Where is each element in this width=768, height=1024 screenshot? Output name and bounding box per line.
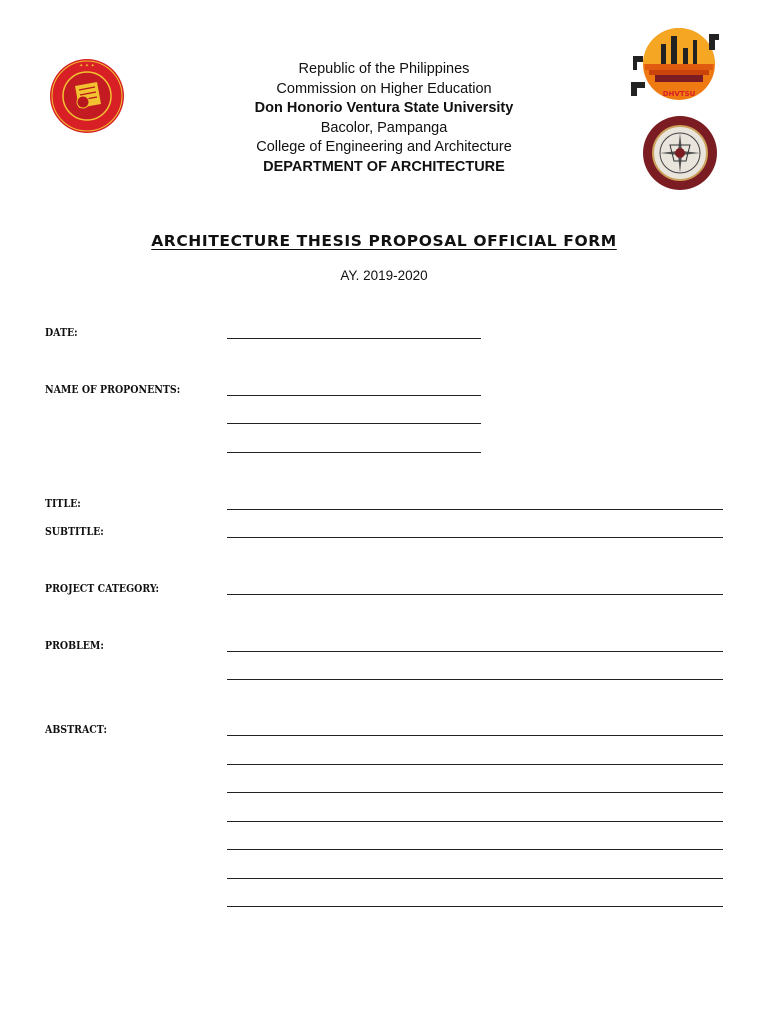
header-commission: Commission on Higher Education [276,80,492,97]
problem-field-line[interactable] [227,651,723,652]
subtitle-label: SUBTITLE: [45,524,104,538]
title-label: TITLE: [45,496,81,510]
university-seal-logo [49,58,125,134]
abstract-field-line[interactable] [227,821,723,822]
abstract-label: ABSTRACT: [45,722,107,736]
abstract-field-line[interactable] [227,849,723,850]
project-category-field-line[interactable] [227,594,723,595]
title-field-line[interactable] [227,509,723,510]
proponent-field-line[interactable] [227,423,481,424]
academic-year: AY. 2019-2020 [340,268,428,283]
date-field-line[interactable] [227,338,481,339]
header-university: Don Honorio Ventura State University [254,100,514,116]
subtitle-field-line[interactable] [227,537,723,538]
svg-text:DHVTSU: DHVTSU [662,90,696,98]
header-department: DEPARTMENT OF ARCHITECTURE [263,158,505,175]
proponent-field-line[interactable] [227,395,481,396]
dhvtsu-emblem-logo [631,26,723,102]
header-republic: Republic of the Philippines [298,61,470,77]
letterhead [200,60,568,177]
problem-field-line[interactable] [227,679,723,680]
department-architecture-seal-logo [642,115,718,191]
date-label: DATE: [45,325,78,339]
header-college: College of Engineering and Architecture [256,139,512,155]
abstract-field-line[interactable] [227,878,723,879]
abstract-field-line[interactable] [227,906,723,907]
svg-text:✦ ✦ ✦: ✦ ✦ ✦ [79,63,95,69]
abstract-field-line[interactable] [227,764,723,765]
proponent-field-line[interactable] [227,452,481,453]
header-location: Bacolor, Pampanga [320,119,448,136]
proponents-label: NAME OF PROPONENTS: [45,382,181,396]
problem-label: PROBLEM: [45,638,104,652]
form-title: ARCHITECTURE THESIS PROPOSAL OFFICIAL FORM [151,232,617,250]
project-category-label: PROJECT CATEGORY: [45,581,159,595]
abstract-field-line[interactable] [227,735,723,736]
abstract-field-line[interactable] [227,792,723,793]
